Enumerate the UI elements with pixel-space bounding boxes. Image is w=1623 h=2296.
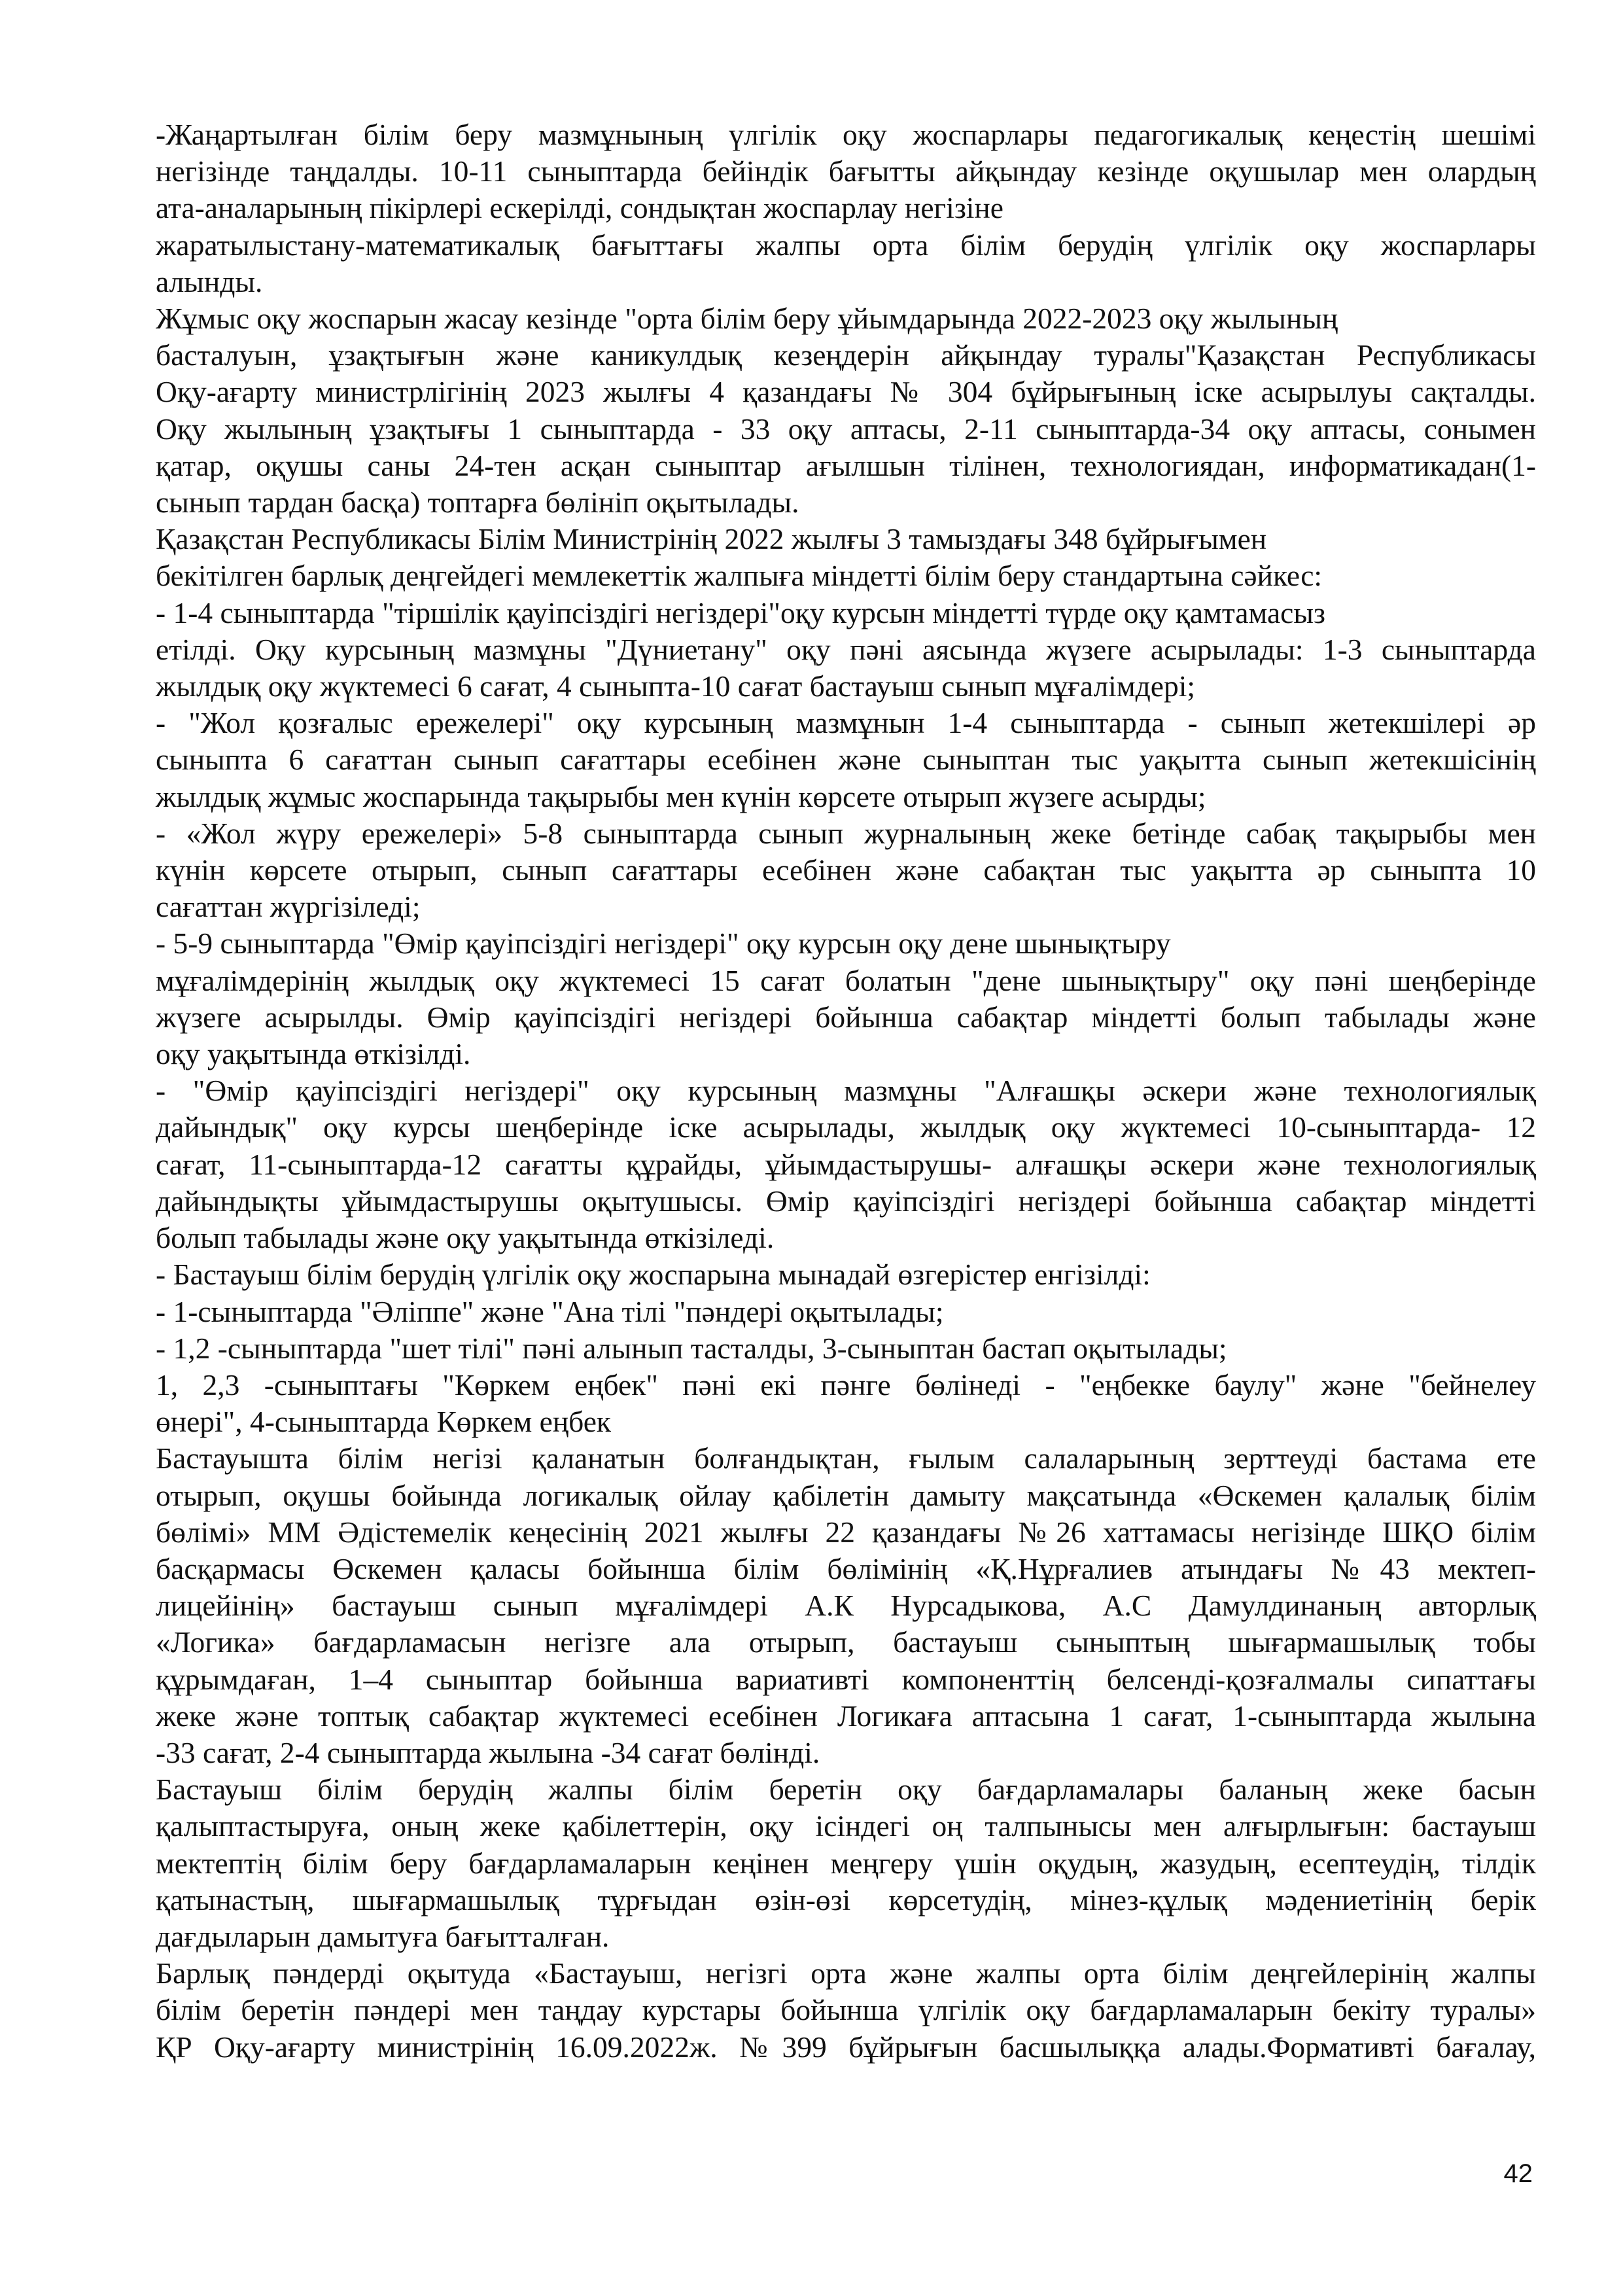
- text-line: жаратылыстану-математикалық бағыттағы жалпы орта білім берудің үлгілік оқу жоспарлары: [156, 228, 1536, 262]
- text-line: мұғалімдерінің жылдық оқу жүктемесі 15 сағат болатын "дене шынықтыру" оқу пәні шеңберінде: [156, 963, 1536, 997]
- text-line: - 1,2 -сыныптарда "шет тілі" пәні алынып тасталды, 3-сыныптан бастап оқытылады;: [156, 1331, 1227, 1365]
- text-line: жеке және топтық сабақтар жүктемесі есебінен Логикаға аптасына 1 сағат, 1-сыныптарда жылына: [156, 1699, 1536, 1733]
- text-line: лицейінің» бастауыш сынып мұғалімдері А.К Нурсадыкова, А.С Дамулдинаның авторлық: [156, 1589, 1536, 1623]
- text-line: дайындық" оқу курсы шеңберінде іске асырылады, жылдық оқу жүктемесі 10-сыныптарда- 12: [156, 1110, 1536, 1144]
- text-line: Барлық пәндерді оқытуда «Бастауыш, негізгі орта және жалпы орта білім деңгейлерінің жалпы: [156, 1956, 1536, 1990]
- text-line: оқу уақытында өткізілді.: [156, 1037, 471, 1071]
- text-line: ата-аналарының пікірлері ескерілді, сондықтан жоспарлау негізіне: [156, 191, 1003, 225]
- text-line: басталуын, ұзақтығын және каникулдық кезеңдерін айқындау туралы"Қазақстан Республикасы: [156, 338, 1536, 372]
- text-line: - «Жол жүру ережелері» 5-8 сыныптарда сынып журналының жеке бетінде сабақ тақырыбы мен: [156, 816, 1536, 850]
- text-line: Жұмыс оқу жоспарын жасау кезінде "орта білім беру ұйымдарында 2022-2023 оқу жылының: [156, 302, 1338, 336]
- text-line: өнері", 4-сыныптарда Көркем еңбек: [156, 1405, 612, 1439]
- text-line: дайындықты ұйымдастырушы оқытушысы. Өмір қауіпсіздігі негіздері бойынша сабақтар міндетті: [156, 1184, 1536, 1218]
- text-line: Қазақстан Республикасы Білім Министрінің 2022 жылғы 3 тамыздағы 348 бұйрығымен: [156, 522, 1267, 556]
- text-line: -33 сағат, 2-4 сыныптарда жылына -34 сағат бөлінді.: [156, 1735, 820, 1769]
- text-line: сағат, 11-сыныптарда-12 сағатты құрайды, ұйымдастырушы- алғашқы әскери және технологиялық: [156, 1147, 1536, 1181]
- text-line: отырып, оқушы бойында логикалық ойлау қабілетін дамыту мақсатында «Өскемен қалалық білім: [156, 1478, 1536, 1512]
- text-line: 1, 2,3 -сыныптағы "Көркем еңбек" пәні екі пәнге бөлінеді - "еңбекке баулу" және "бейнелеу: [156, 1368, 1536, 1402]
- text-line: қатынастың, шығармашылық тұрғыдан өзін-өзі көрсетудің, мінез-құлық мәдениетінің берік: [156, 1882, 1536, 1916]
- text-line: негізінде таңдалды. 10-11 сыныптарда бейіндік бағытты айқындау кезінде оқушылар мен олардың: [156, 154, 1536, 188]
- text-line: қалыптастыруға, оның жеке қабілеттерін, оқу ісіндегі оң талпынысы мен алғырлығын: бастауыш: [156, 1809, 1536, 1843]
- text-line: білім беретін пәндері мен таңдау курстары бойынша үлгілік оқу бағдарламаларын бекіту туралы»: [156, 1993, 1536, 2027]
- text-line: сыныпта 6 сағаттан сынып сағаттары есебінен және сыныптан тыс уақытта сынып жетекшісінің: [156, 743, 1536, 777]
- text-line: Бастауышта білім негізі қаланатын болғандықтан, ғылым салаларының зерттеуді бастама ете: [156, 1441, 1536, 1475]
- text-line: Бастауыш білім берудің жалпы білім беретін оқу бағдарламалары баланың жеке басын: [156, 1773, 1536, 1807]
- text-line: дағдыларын дамытуға бағытталған.: [156, 1919, 610, 1953]
- text-line: -Жаңартылған білім беру мазмұнының үлгілік оқу жоспарлары педагогикалық кеңестің шешімі: [156, 118, 1536, 151]
- text-line: күнін көрсете отырып, сынып сағаттары есебінен және сабақтан тыс уақытта әр сыныпта 10: [156, 853, 1536, 887]
- text-line: қатар, оқушы саны 24-тен асқан сыныптар ағылшын тілінен, технологиядан, информатикадан(1-: [156, 448, 1536, 482]
- text-line: сағаттан жүргізіледі;: [156, 890, 421, 924]
- text-line: ҚР Оқу-ағарту министрінің 16.09.2022ж. №399 бұйрығын басшылыққа алады.Формативті бағалау,: [156, 2030, 1536, 2064]
- text-line: құрымдаған, 1–4 сыныптар бойынша вариативті компоненттің белсенді-қозғалмалы сипаттағы: [156, 1662, 1536, 1696]
- text-line: «Логика» бағдарламасын негізге ала отырып, бастауыш сыныптың шығармашылық тобы: [156, 1625, 1536, 1659]
- text-line: - Бастауыш білім берудің үлгілік оқу жоспарына мынадай өзгерістер енгізілді:: [156, 1258, 1151, 1292]
- text-line: - 1-сыныптарда "Әліппе" және "Ана тілі "пәндері оқытылады;: [156, 1294, 944, 1328]
- text-line: басқармасы Өскемен қаласы бойынша білім бөлімінің «Қ.Нұрғалиев атындағы №43 мектеп-: [156, 1551, 1536, 1585]
- text-line: жүзеге асырылды. Өмір қауіпсіздігі негіздері бойынша сабақтар міндетті болып табылады және: [156, 1000, 1536, 1034]
- text-line: сынып тардан басқа) топтарға бөлініп оқытылады.: [156, 486, 799, 520]
- text-line: жылдық жұмыс жоспарында тақырыбы мен күнін көрсете отырып жүзеге асырды;: [156, 779, 1206, 813]
- text-line: алынды.: [156, 264, 263, 298]
- text-line: - 1-4 сыныптарда "тіршілік қауіпсіздігі негіздері"оқу курсын міндетті түрде оқу қамтамасыз: [156, 595, 1325, 629]
- text-line: етілді. Оқу курсының мазмұны "Дүниетану" оқу пәні аясында жүзеге асырылады: 1-3 сыныптарда: [156, 632, 1536, 666]
- text-line: болып табылады және оқу уақытында өткізіледі.: [156, 1221, 775, 1255]
- document-body: [156, 116, 1536, 2066]
- text-line: - 5-9 сыныптарда "Өмір қауіпсіздігі негіздері" оқу курсын оқу дене шынықтыру: [156, 927, 1171, 961]
- text-line: бөлімі» ММ Әдістемелік кеңесінің 2021 жылғы 22 қазандағы №26 хаттамасы негізінде ШҚО білім: [156, 1515, 1536, 1549]
- page-number: 42: [1503, 2159, 1533, 2188]
- text-line: - "Жол қозғалыс ережелері" оқу курсының мазмұнын 1-4 сыныптарда - сынып жетекшілері әр: [156, 706, 1536, 740]
- text-line: Оқу-ағарту министрлігінің 2023 жылғы 4 қазандағы № 304 бұйрығының іске асырылуы сақталды.: [156, 375, 1536, 409]
- text-line: Оқу жылының ұзақтығы 1 сыныптарда - 33 оқу аптасы, 2-11 сыныптарда-34 оқу аптасы, сонымен: [156, 412, 1536, 446]
- text-line: жылдық оқу жүктемесі 6 сағат, 4 сыныпта-10 сағат бастауыш сынып мұғалімдері;: [156, 669, 1195, 703]
- text-line: мектептің білім беру бағдарламаларын кеңінен меңгеру үшін оқудың, жазудың, есептеудің, тілдік: [156, 1846, 1536, 1880]
- text-line: бекітілген барлық деңгейдегі мемлекеттік жалпыға міндетті білім беру стандартына сәйкес:: [156, 559, 1323, 593]
- text-line: - "Өмір қауіпсіздігі негіздері" оқу курсының мазмұны "Алғашқы әскери және технологиялық: [156, 1074, 1536, 1108]
